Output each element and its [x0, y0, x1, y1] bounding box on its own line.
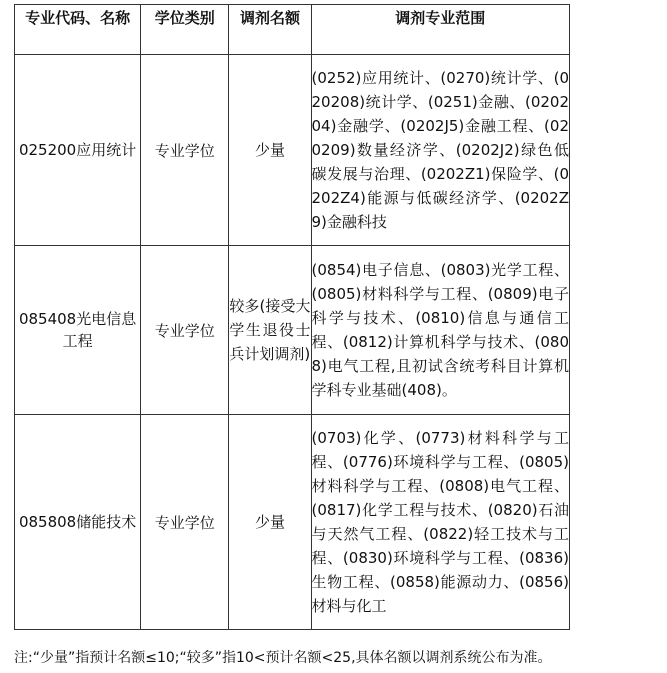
footnote: 注:“少量”指预计名额≤10;“较多”指10<预计名额<25,具体名额以调剂系统公布为准。 — [14, 650, 552, 666]
cell-quota: 较多(接受大学生退役士兵计划调剂) — [229, 246, 311, 415]
cell-degree: 专业学位 — [141, 246, 229, 415]
cell-code-name: 085408光电信息工程 — [15, 246, 141, 415]
cell-code-name: 025200应用统计 — [15, 55, 141, 246]
table-row — [15, 246, 570, 415]
header-range: 调剂专业范围 — [311, 5, 569, 55]
table-header-row — [15, 5, 570, 55]
cell-degree: 专业学位 — [141, 415, 229, 630]
cell-range: (0703)化学、(0773)材料科学与工程、(0776)环境科学与工程、(0805)材料科学与工程、(0808)电气工程、(0817)化学工程与技术、(0820)石油与天然气工程、(0822)轻工技术与工程、(0830)环境科学与工程、(0836)生物工程、(0858)能源动力、(0856)材料与化工 — [311, 415, 569, 630]
cell-code-name: 085808储能技术 — [15, 415, 141, 630]
cell-range: (0252)应用统计、(0270)统计学、(020208)统计学、(0251)金融、(020204)金融学、(0202J5)金融工程、(020209)数量经济学、(0202J2)绿色低碳发展与治理、(0202Z1)保险学、(0202Z4)能源与低碳经济学、(0202Z9)金融科技 — [311, 55, 569, 246]
cell-range: (0854)电子信息、(0803)光学工程、(0805)材料科学与工程、(0809)电子科学与技术、(0810)信息与通信工程、(0812)计算机科学与技术、(0808)电气工程,且初试含统考科目计算机学科专业基础(408)。 — [311, 246, 569, 415]
header-code-name: 专业代码、名称 — [15, 5, 141, 55]
header-quota: 调剂名额 — [229, 5, 311, 55]
adjustment-table — [14, 4, 570, 630]
header-degree-type: 学位类别 — [141, 5, 229, 55]
cell-quota: 少量 — [229, 55, 311, 246]
table-row — [15, 415, 570, 630]
cell-degree: 专业学位 — [141, 55, 229, 246]
table-row — [15, 55, 570, 246]
cell-quota: 少量 — [229, 415, 311, 630]
